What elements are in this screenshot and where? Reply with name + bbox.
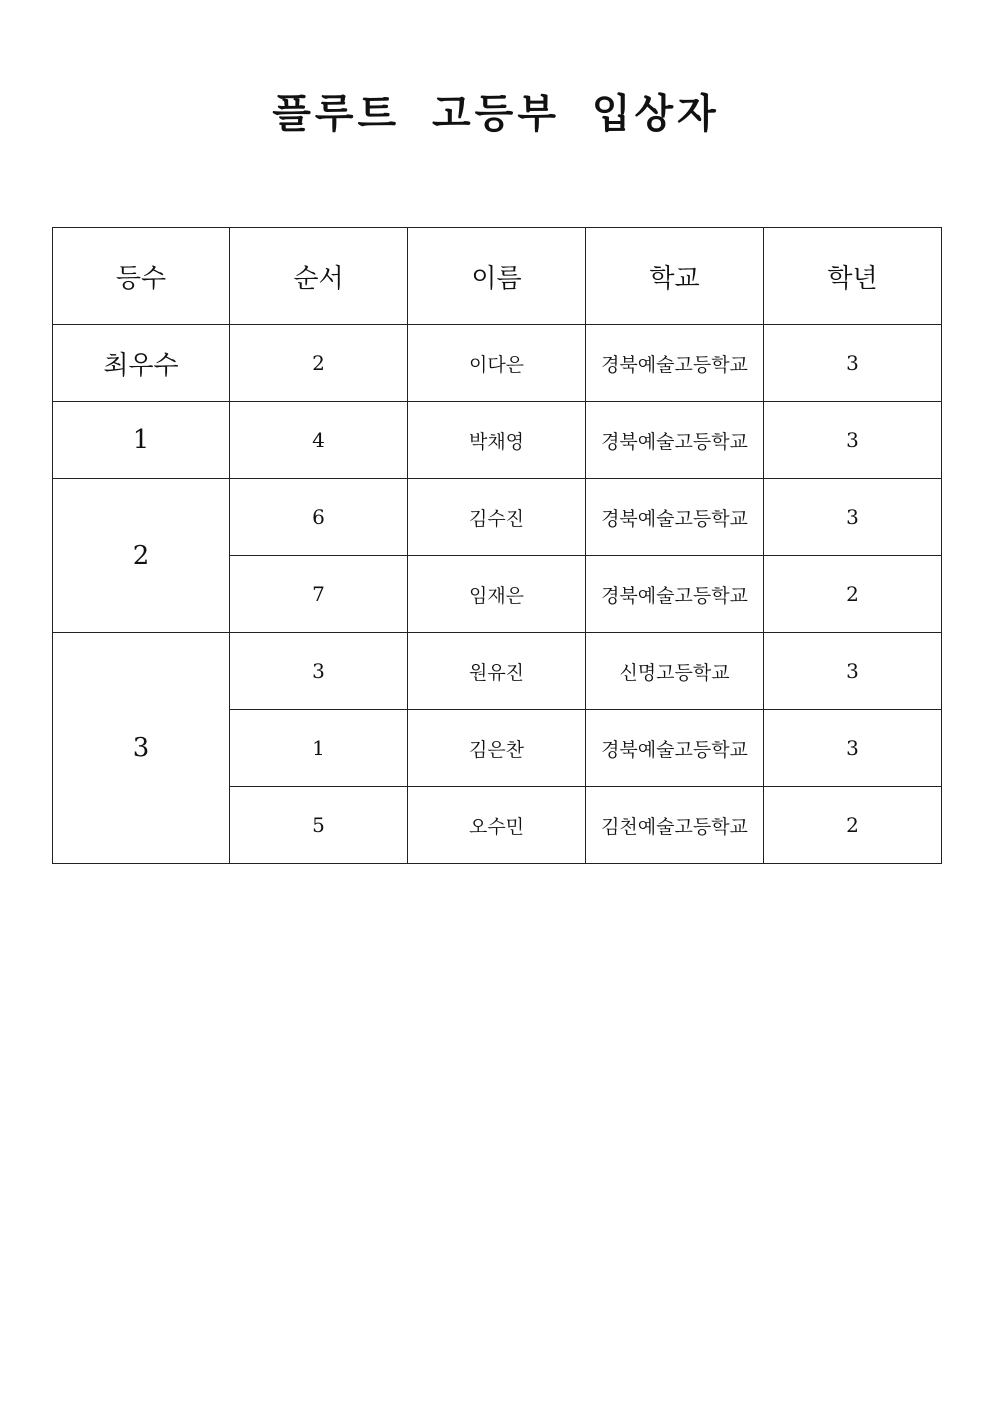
school-cell: 경북예술고등학교 — [586, 556, 764, 633]
results-table — [52, 227, 942, 864]
school-cell: 김천예술고등학교 — [586, 787, 764, 864]
header-name: 이름 — [408, 228, 586, 325]
name-cell: 김은찬 — [408, 710, 586, 787]
table-row — [53, 479, 942, 556]
order-cell: 4 — [230, 402, 408, 479]
rank-cell: 2 — [53, 479, 230, 633]
grade-cell: 3 — [764, 325, 942, 402]
grade-cell: 3 — [764, 479, 942, 556]
rank-cell: 3 — [53, 633, 230, 864]
school-cell: 경북예술고등학교 — [586, 325, 764, 402]
order-cell: 3 — [230, 633, 408, 710]
table-row — [53, 402, 942, 479]
table-row — [53, 633, 942, 710]
grade-cell: 3 — [764, 710, 942, 787]
name-cell: 이다은 — [408, 325, 586, 402]
name-cell: 박채영 — [408, 402, 586, 479]
grade-cell: 3 — [764, 402, 942, 479]
name-cell: 오수민 — [408, 787, 586, 864]
order-cell: 7 — [230, 556, 408, 633]
school-cell: 경북예술고등학교 — [586, 479, 764, 556]
header-order: 순서 — [230, 228, 408, 325]
order-cell: 1 — [230, 710, 408, 787]
header-rank: 등수 — [53, 228, 230, 325]
school-cell: 경북예술고등학교 — [586, 402, 764, 479]
grade-cell: 3 — [764, 633, 942, 710]
school-cell: 경북예술고등학교 — [586, 710, 764, 787]
school-cell: 신명고등학교 — [586, 633, 764, 710]
name-cell: 김수진 — [408, 479, 586, 556]
page-title: 플루트 고등부 입상자 — [272, 91, 720, 137]
name-cell: 원유진 — [408, 633, 586, 710]
rank-cell: 최우수 — [53, 325, 230, 402]
header-grade: 학년 — [764, 228, 942, 325]
name-cell: 임재은 — [408, 556, 586, 633]
grade-cell: 2 — [764, 556, 942, 633]
rank-cell: 1 — [53, 402, 230, 479]
table-header-row — [53, 228, 942, 325]
header-school: 학교 — [586, 228, 764, 325]
grade-cell: 2 — [764, 787, 942, 864]
order-cell: 5 — [230, 787, 408, 864]
order-cell: 6 — [230, 479, 408, 556]
order-cell: 2 — [230, 325, 408, 402]
table-row — [53, 325, 942, 402]
